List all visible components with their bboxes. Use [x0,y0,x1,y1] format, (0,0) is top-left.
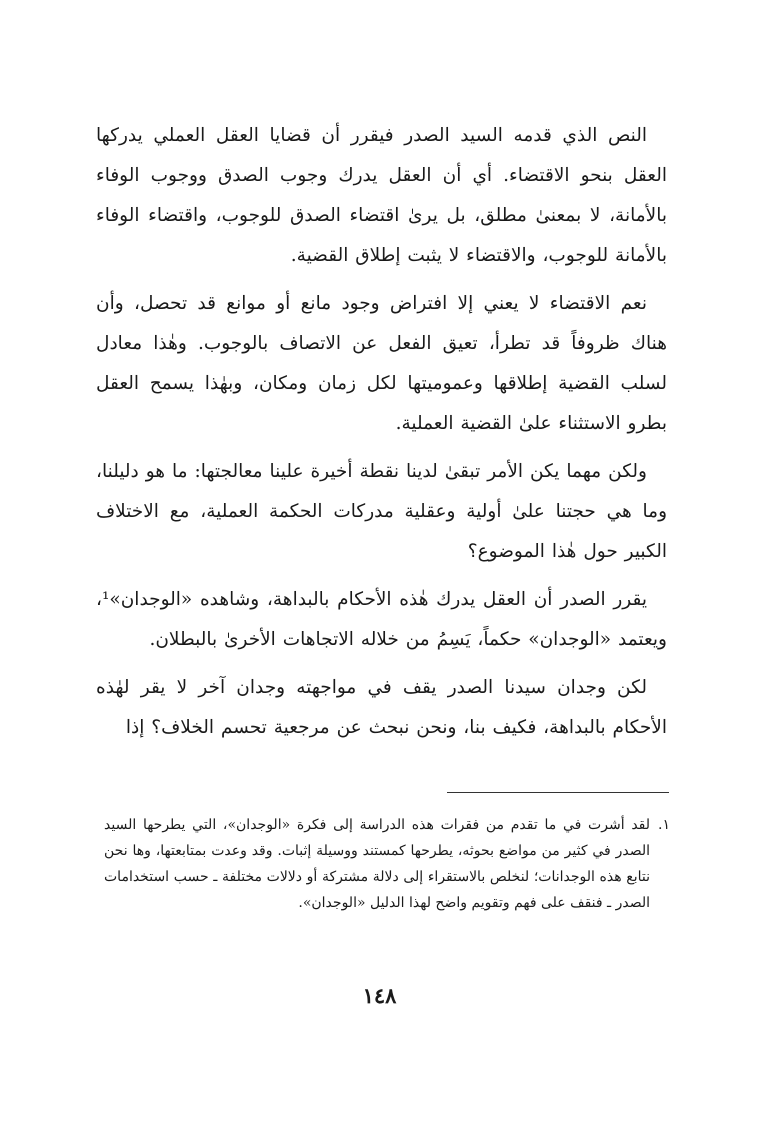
page-number: ١٤٨ [362,983,397,1008]
main-text [96,116,667,748]
footnote-1 [104,812,670,916]
footnotes [104,812,670,916]
paragraph-2: نعم الاقتضاء لا يعني إلا افتراض وجود مانع أو موانع قد تحصل، وأن هناك ظروفاً قد تطرأ، تعيق الفعل عن الاتصاف بالوجوب. وهٰذا معادل لسلب القضية إطلاقها وعموميتها لكل زمان ومكان، وبهٰذا يسمح العقل بطرو الاستثناء علىٰ القضية العملية. [96,293,667,434]
paragraph-1: النص الذي قدمه السيد الصدر فيقرر أن قضايا العقل العملي يدركها العقل بنحو الاقتضاء. أي أن العقل يدرك وجوب الصدق ووجوب الوفاء بالأمانة، لا بمعنىٰ مطلق، بل يرىٰ اقتضاء الصدق للوجوب، واقتضاء الوفاء بالأمانة للوجوب، والاقتضاء لا يثبت إطلاق القضية. [96,125,667,266]
paragraph-4: يقرر الصدر أن العقل يدرك هٰذه الأحكام بالبداهة، وشاهده «الوجدان»¹، ويعتمد «الوجدان» حكماً، يَسِمُ من خلاله الاتجاهات الأخرىٰ بالبطلان. [96,589,667,650]
footnote-number: ١. [658,817,670,833]
paragraph-3: ولكن مهما يكن الأمر تبقىٰ لدينا نقطة أخيرة علينا معالجتها: ما هو دليلنا، وما هي حجتنا علىٰ أولية وعقلية مدركات الحكمة العملية، مع الاختلاف الكبير حول هٰذا الموضوع؟ [96,461,667,562]
paragraph-5: لكن وجدان سيدنا الصدر يقف في مواجهته وجدان آخر لا يقر لهٰذه الأحكام بالبداهة، فكيف بنا، ونحن نبحث عن مرجعية تحسم الخلاف؟ إذا [96,677,667,738]
footnote-divider [447,792,669,793]
footnote-text: لقد أشرت في ما تقدم من فقرات هذه الدراسة إلى فكرة «الوجدان»، التي يطرحها السيد الصدر في كثير من مواضع بحوثه، يطرحها كمستند ووسيلة إثبات. وقد وعدت بمتابعتها، وها نحن نتابع هذه الوجدانات؛ لنخلص بالاستقراء إلى دلالة مشتركة أو دلالات مختلفة ـ حسب استخدامات الصدر ـ فنقف على فهم وتقويم واضح لهذا الدليل «الوجدان». [104,817,651,911]
